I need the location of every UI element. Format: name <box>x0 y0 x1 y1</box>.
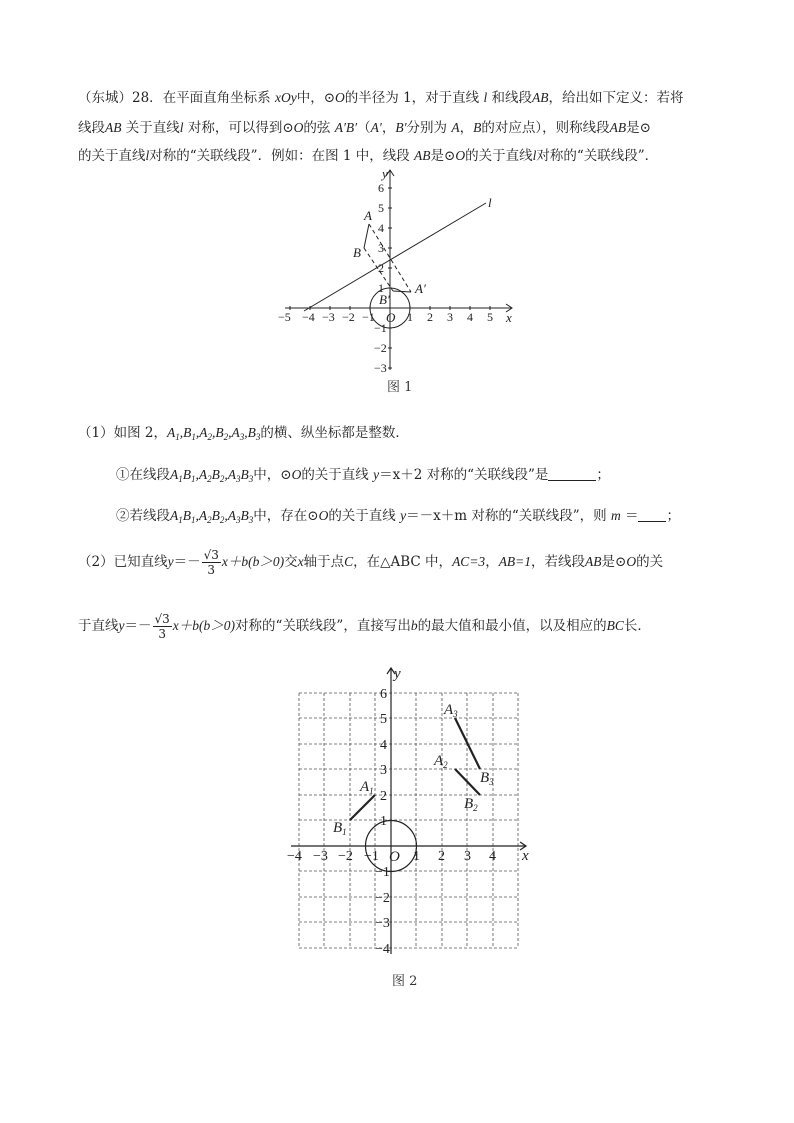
fig2-y-label: y <box>394 666 401 682</box>
part2-line-2: 于直线y＝－ $\frac{√3}{3}$ x＋b(b＞0)对称的“关联线段”，直接写出b的最大值和最小值，以及相应的BC长． <box>78 612 651 641</box>
fig1-segment-AB <box>364 224 369 248</box>
fig1-l-label: l <box>488 195 492 210</box>
fig1-tick-label: −3 <box>322 310 335 324</box>
fig2-segment-A2B2 <box>455 769 480 795</box>
fig1-tick-label: 5 <box>378 201 384 215</box>
fig1-tick-label: 5 <box>487 310 493 324</box>
fig2-A3-label: $A_3$ <box>444 702 458 719</box>
answer-blank-2[interactable] <box>638 509 666 522</box>
fig2-tick-label: 6 <box>380 687 387 702</box>
fraction-sqrt3-over-3: $\frac{√3}{3}$ <box>203 548 219 577</box>
fig1-Ap-label: A′ <box>415 281 426 296</box>
fig2-grid <box>299 693 518 948</box>
fig2-B1-label: $B_1$ <box>333 820 347 837</box>
problem-line-1: （东城）28．在平面直角坐标系 xOy中，⊙O的半径为 1，对于直线 l 和线段AB，给出如下定义：若将 <box>78 90 684 106</box>
fig2-tick-label: 4 <box>380 738 387 753</box>
fig1-tick-label: 3 <box>378 241 384 255</box>
fig2-tick-label: 1 <box>413 849 420 864</box>
fig1-origin-label: O <box>386 310 396 325</box>
fig1-tick-label: −1 <box>374 321 387 335</box>
part2-line-1: （2）已知直线y＝－ $\frac{√3}{3}$ x＋b(b＞0)交x轴于点C，在△ABC 中，AC=3，AB=1，若线段AB是⊙O的关 <box>78 548 664 577</box>
fig2-tick-label: −1 <box>375 865 390 880</box>
fig1-tick-label: 4 <box>467 310 473 324</box>
fig2-tick-label: 3 <box>464 849 471 864</box>
fig1-chord-ApBp <box>393 291 411 292</box>
fig1-B-label: B <box>353 245 361 260</box>
fig2-tick-label: −3 <box>313 849 328 864</box>
figure-1 <box>280 165 520 375</box>
part1-intro: （1）如图 2，$A_1,B_1,A_2,B_2,A_3,B_3$的横、纵坐标都是整数． <box>78 425 409 442</box>
problem-line-3: 的关于直线l对称的“关联线段”．例如：在图 1 中，线段 AB是⊙O的关于直线l对称的“关联线段”． <box>78 148 659 164</box>
fig1-tick-label: 1 <box>407 310 413 324</box>
fig1-tick-label: 3 <box>447 310 453 324</box>
fig1-tick-label: 2 <box>378 261 384 275</box>
fig2-tick-label: −2 <box>375 891 390 906</box>
fig1-tick-label: 1 <box>378 281 384 295</box>
fig1-tick-label: −2 <box>342 310 355 324</box>
fig2-segment-A1B1 <box>350 795 375 820</box>
fig1-tick-label: −4 <box>302 310 315 324</box>
fig2-tick-label: −4 <box>375 942 390 957</box>
fig1-tick-label: 2 <box>427 310 433 324</box>
fig1-A-label: A <box>364 208 372 223</box>
fig2-tick-label: −4 <box>287 849 302 864</box>
fig1-x-label: x <box>506 310 512 325</box>
fig2-A2-label: $A_2$ <box>434 753 448 770</box>
problem-source: （东城）28． <box>78 90 163 106</box>
fig1-caption: 图 1 <box>387 380 413 395</box>
fig1-tick-label: −1 <box>362 310 375 324</box>
fig2-tick-label: 2 <box>438 849 445 864</box>
fig2-tick-label: 1 <box>380 814 387 829</box>
fig2-tick-label: −3 <box>375 916 390 931</box>
fig2-tick-label: −2 <box>338 849 353 864</box>
fig2-segment-A3B3 <box>455 718 480 769</box>
figure-2 <box>286 662 536 962</box>
fig1-tick-label: −3 <box>374 361 387 375</box>
fig2-A1-label: $A_1$ <box>360 779 374 796</box>
fig1-tick-label: 6 <box>378 181 384 195</box>
part1-q1: ①在线段$A_1B_1,A_2B_2,A_3B_3$中，⊙O的关于直线 y＝x＋2 对称的“关联线段”是 ； <box>116 467 610 484</box>
fig2-tick-label: 4 <box>489 849 496 864</box>
fig1-Bp-label: B′ <box>379 292 390 307</box>
fig2-B3-label: $B_3$ <box>480 770 494 787</box>
fig2-x-label: x <box>522 848 529 864</box>
fig2-B2-label: $B_2$ <box>464 796 478 813</box>
fraction-sqrt3-over-3: $\frac{√3}{3}$ <box>154 612 170 641</box>
fig2-tick-label: 3 <box>380 763 387 778</box>
fig2-tick-label: 5 <box>380 712 387 727</box>
fig1-tick-label: −2 <box>374 341 387 355</box>
fig2-origin-label: O <box>389 849 400 865</box>
fig2-tick-label: −1 <box>364 849 379 864</box>
fig1-tick-label: 4 <box>378 221 384 235</box>
problem-line-2: 线段AB 关于直线l 对称，可以得到⊙O的弦 A′B′（A′，B′分别为 A，B的对应点），则称线段AB是⊙ <box>78 120 651 136</box>
fig2-tick-label: 2 <box>380 789 387 804</box>
fig1-y-label: y <box>382 166 388 181</box>
part1-q2: ②若线段$A_1B_1,A_2B_2,A_3B_3$中，存在⊙O的关于直线 y＝－x＋m 对称的“关联线段”，则 m ＝ ； <box>116 508 680 525</box>
fig1-line-l <box>304 203 486 311</box>
fig1-tick-label: −5 <box>278 310 291 324</box>
answer-blank-1[interactable] <box>548 468 596 481</box>
fig2-caption: 图 2 <box>392 974 418 989</box>
